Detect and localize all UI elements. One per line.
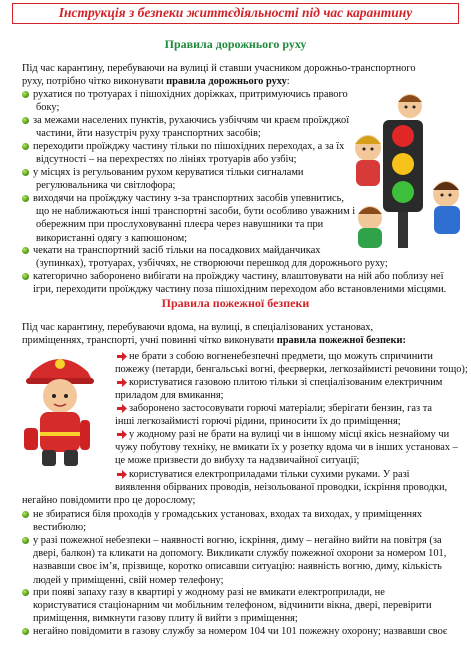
bullet-icon [22,511,29,518]
road-intro [22,62,467,88]
bullet-icon [22,169,29,176]
page-title: Інструкція з безпеки життєдіяльності під час карантину [12,3,459,24]
bullet-icon [22,195,29,202]
bullet-icon [22,143,29,150]
fire-rule-7: у разі пожежної небезпеки – наявності вогню, іскріння, диму – негайно вийти на повітря (за двері, балкон) та кликати на допомогу. Викликати службу пожежної охорони за номером 101, назвавши своє ім’я, прізвище, коротко описавши ситуацію: наявність вогню, диму, кількість людей у приміщенні, свій номер телефону; [33,535,447,586]
road-rule-1: рухатися по тротуарах і пішохідних доріжках, притримуючись правого боку; [33,89,348,114]
road-rules-heading: Правила дорожнього руху [164,37,307,51]
road-rule-6: чекати на транспортний засіб тільки на посадкових майданчиках (зупинках), тротуарах, узбіччях, не створюючи перешкод для дорожнього руху; [33,245,388,270]
bullet-icon [22,117,29,124]
road-rule-4: у місцях із регульованим рухом керуватися тільки сигналами регулювальника чи світлофора; [33,167,304,192]
fire-rule-2: користуватися газовою плитою тільки зі спеціалізованим електричним приладом для вмикання; [115,377,443,402]
fire-intro [22,321,467,347]
bullet-icon [22,537,29,544]
bullet-icon [22,247,29,254]
bullet-icon [22,273,29,280]
bullet-icon [22,628,29,635]
fire-rule-8: при появі запаху газу в квартирі у жодному разі не вмикати електроприлади, не користуватися стаціонарним чи мобільним телефоном, відчинити вікна, двері, перевірити приміщення, вимкнути газову плиту й вийти з приміщення; [33,587,432,625]
bullet-icon [22,589,29,596]
traffic-light-kids-illustration [350,90,468,250]
bullet-icon [22,91,29,98]
fire-rule-1: не брати з собою вогненебезпечні предмети, що можуть спричинити пожежу (петарди, бенгальські вогні, феєрверки, легкозаймисті речовини тощо); [115,351,468,376]
road-rule-7: категорично заборонено вибігати на проїжджу частину, влаштовувати на ній або поблизу неї ігри, переходити проїжджу частину поза пішохідним переходом або встановленими місцями. [33,271,447,296]
road-intro-line1: Під час карантину, перебуваючи на вулиці й ставши учасником дорожньо-транспортного [22,63,416,74]
fire-intro-line1: Під час карантину, перебуваючи вдома, на вулиці, в спеціалізованих установах, [22,322,374,333]
road-intro-line2: руху, потрібно чітко виконувати правила дорожнього руху: [22,76,290,88]
fire-rule-6: не збиратися біля проходів у громадських установах, входах та виходах, у приміщеннях вестибюлю; [33,509,423,534]
road-rule-5: виходячи на проїжджу частину з-за транспортних засобів упевнитись, що не наближаються інші транспортні засоби, бути особливо уважним і обережним при прослуховуванні плеєра через навушники та при використанні одягу з капюшоном; [33,193,356,244]
firefighter-illustration [20,350,104,468]
fire-rule-4: у жодному разі не брати на вулиці чи в іншому місці якісь незнайому чи чужу побутову техніку, не вмикати їх у розетку вдома чи в інших установах – це може призвести до вибуху та надзвичайної ситуації; [115,429,458,467]
road-rule-3: переходити проїжджу частину тільки по пішохідних переходах, а за їх відсутності – на перехрестях по лініях тротуарів або узбіч; [33,141,345,166]
fire-rule-3: заборонено застосовувати горючі матеріали; зберігати бензин, газ та інші легкозаймисті горючі рідини, приносити їх до приміщення; [115,403,433,428]
fire-rules-heading: Правила пожежної безпеки [161,296,310,310]
road-rule-2: за межами населених пунктів, рухаючись узбіччям чи краєм проїжджої частини, йти назустріч руху транспортних засобів; [33,115,350,140]
fire-rule-5-cont: виявлення обірваних проводів, неізольованої проводки, іскріння проводки, негайно повідомити про це дорослому; [22,482,448,507]
fire-intro-line2: приміщеннях, транспорті, учні повинні чітко виконувати правила пожежної безпеки: [22,335,406,347]
fire-rule-9: негайно повідомити в газову службу за номером 104 чи 101 пожежну охорону; назвавши своє [33,626,448,637]
fire-rule-5: користуватися електроприладами тільки сухими руками. У разі [129,469,410,480]
